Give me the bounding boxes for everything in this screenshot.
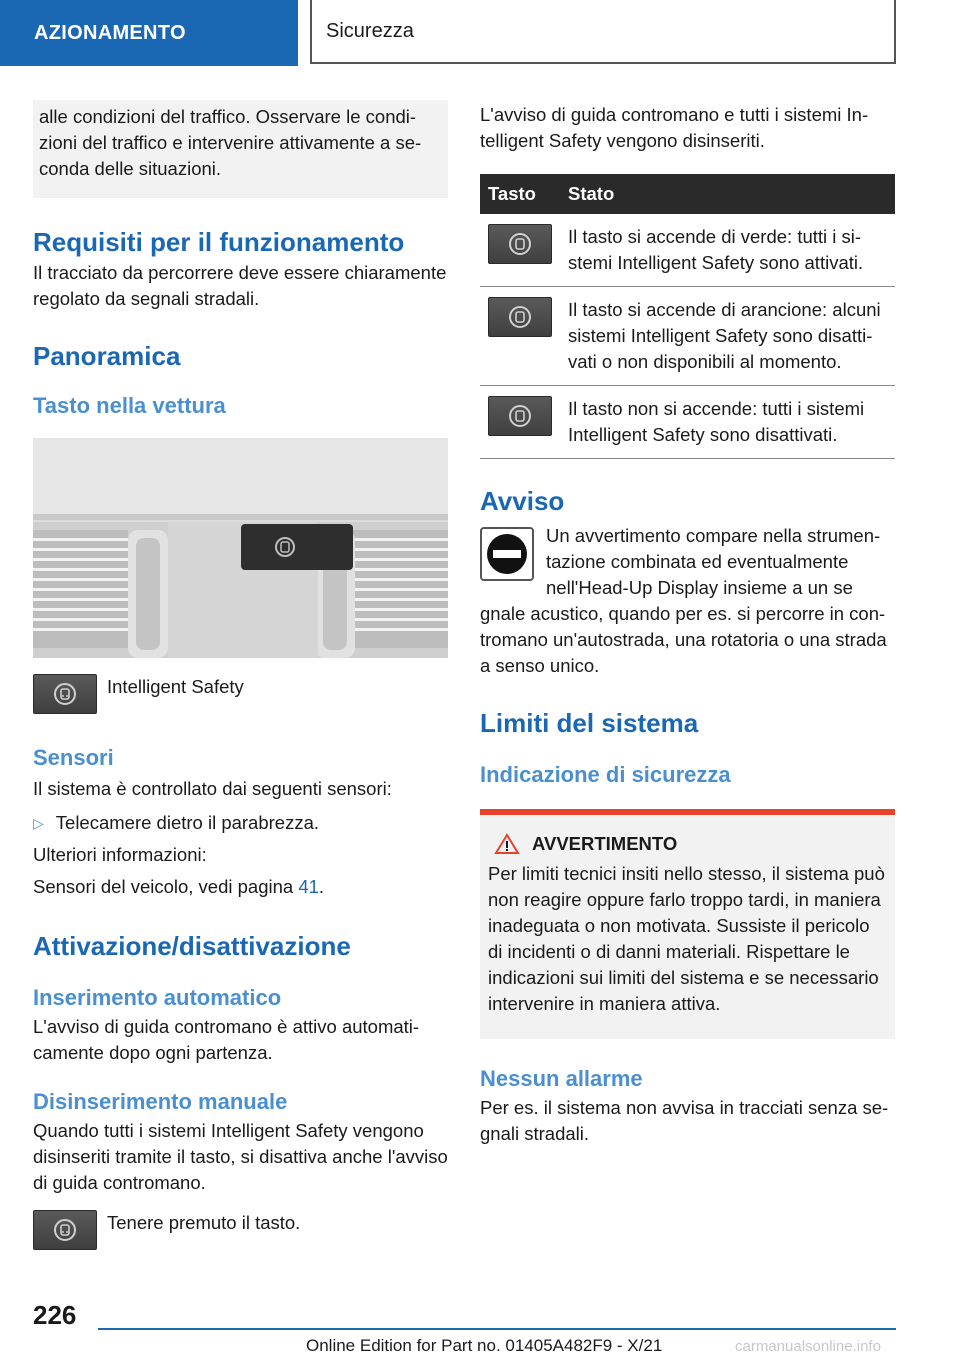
table-cell-state: Il tasto si accende di verde: tutti i sistemi Intelligent Safety sono attivati. — [560, 214, 895, 287]
table-cell-state: Il tasto non si accende: tutti i sistemi Intelligent Safety sono disattivati. — [560, 386, 895, 459]
avviso-heading: Avviso — [480, 486, 565, 516]
limits-heading: Limiti del sistema — [480, 708, 699, 738]
continued-note — [33, 100, 448, 198]
warning-label: AVVERTIMENTO — [532, 833, 678, 854]
requirements-text: Il tracciato da percorrere deve essere chiaramente regolato da segnali stradali. — [33, 262, 447, 309]
note-text: alle condizioni del traffico. Osservare le condizioni del traffico e intervenire attivamente a seconda delle situazioni. — [39, 106, 422, 179]
page-header — [0, 0, 960, 66]
edition-text: Online Edition for Part no. 01405A482F9 - X/21 — [306, 1336, 663, 1355]
more-info-label: Ulteriori informazioni: — [33, 844, 207, 865]
safety-note-heading: Indicazione di sicurezza — [480, 762, 731, 787]
no-alarm-text: Per es. il sistema non avvisa in tracciati senza segnali stradali. — [480, 1097, 889, 1144]
avviso-block — [480, 523, 895, 679]
button-in-car-heading: Tasto nella vettura — [33, 393, 226, 418]
overview-heading: Panoramica — [33, 341, 181, 371]
avviso-text-b: gnale acustico, quando per es. si percorre in contromano un'autostrada, una rotatoria o una strada a senso unico. — [480, 603, 887, 676]
triangle-bullet-icon: ▷ — [33, 815, 44, 831]
auto-activation-heading: Inserimento automatico — [33, 985, 282, 1010]
col-header-key: Tasto — [480, 174, 560, 214]
intelligent-safety-icon — [33, 1210, 97, 1250]
table-header-row — [480, 174, 895, 214]
hold-button-text: Tenere premuto il tasto. — [107, 1212, 301, 1233]
chapter-tab: AZIONAMENTO — [0, 0, 298, 66]
safety-button-label: Intelligent Safety — [107, 676, 244, 697]
sensors-bullet — [33, 810, 448, 836]
avviso-text-a: Un avvertimento compare nella strumentazione combinata ed eventualmente nell'Head-Up Display insieme a un se — [546, 525, 881, 598]
left-column — [33, 100, 448, 1250]
manual-deactivation-heading: Disinserimento manuale — [33, 1089, 288, 1114]
sensors-bullet-text: Telecamere dietro il parabrezza. — [55, 812, 320, 833]
warning-box — [480, 809, 895, 1039]
sensors-heading: Sensori — [33, 745, 114, 770]
no-entry-icon — [480, 527, 534, 581]
table-cell-state: Il tasto si accende di arancione: alcuni sistemi Intelligent Safety sono disattivati o non disponibili al momento. — [560, 287, 895, 386]
col-header-state: Stato — [560, 174, 895, 214]
footer-rule — [98, 1328, 896, 1330]
page-link-41[interactable]: 41 — [298, 876, 319, 897]
intelligent-safety-icon — [33, 674, 97, 714]
table-row — [480, 287, 895, 386]
sensors-text: Il sistema è controllato dai seguenti sensori: — [33, 778, 392, 799]
dashboard-photo — [33, 438, 448, 658]
warning-triangle-icon — [494, 833, 520, 855]
auto-activation-text: L'avviso di guida contromano è attivo automaticamente dopo ogni partenza. — [33, 1016, 420, 1063]
intro-text: L'avviso di guida contromano e tutti i sistemi Intelligent Safety vengono disinseriti. — [480, 104, 869, 151]
table-row — [480, 214, 895, 287]
dashboard-illustration — [33, 438, 448, 658]
activation-heading: Attivazione/disattivazione — [33, 931, 351, 961]
sensors-reference: Sensori del veicolo, vedi pagina 41. — [33, 876, 325, 897]
manual-deactivation-text: Quando tutti i sistemi Intelligent Safety vengono disinseriti tramite il tasto, si disattiva anche l'avviso di guida contromano. — [33, 1120, 448, 1193]
table-row — [480, 386, 895, 459]
intelligent-safety-icon — [488, 396, 552, 436]
sensors-ref-text: Sensori del veicolo, vedi pagina — [33, 876, 299, 897]
section-title: Sicurezza — [310, 0, 896, 64]
requirements-heading: Requisiti per il funzionamento — [33, 227, 405, 257]
watermark: carmanualsonline.info — [735, 1338, 881, 1355]
warning-title — [494, 833, 887, 855]
no-alarm-heading: Nessun allarme — [480, 1066, 643, 1091]
warning-text: Per limiti tecnici insiti nello stesso, il sistema può non reagire oppure farlo troppo tardi, in maniera inadeguata o non motivata. Sussiste il pericolo di incidenti o di danni materiali. Rispettare le indicazioni sui limiti del sistema e se necessario intervenire in maniera attiva. — [488, 863, 885, 1014]
hold-button-legend — [33, 1210, 448, 1250]
intelligent-safety-icon — [488, 224, 552, 264]
right-column — [480, 100, 895, 1147]
safety-button-legend — [33, 674, 448, 714]
button-state-table — [480, 174, 895, 459]
intelligent-safety-icon — [488, 297, 552, 337]
page-number: 226 — [33, 1300, 77, 1330]
